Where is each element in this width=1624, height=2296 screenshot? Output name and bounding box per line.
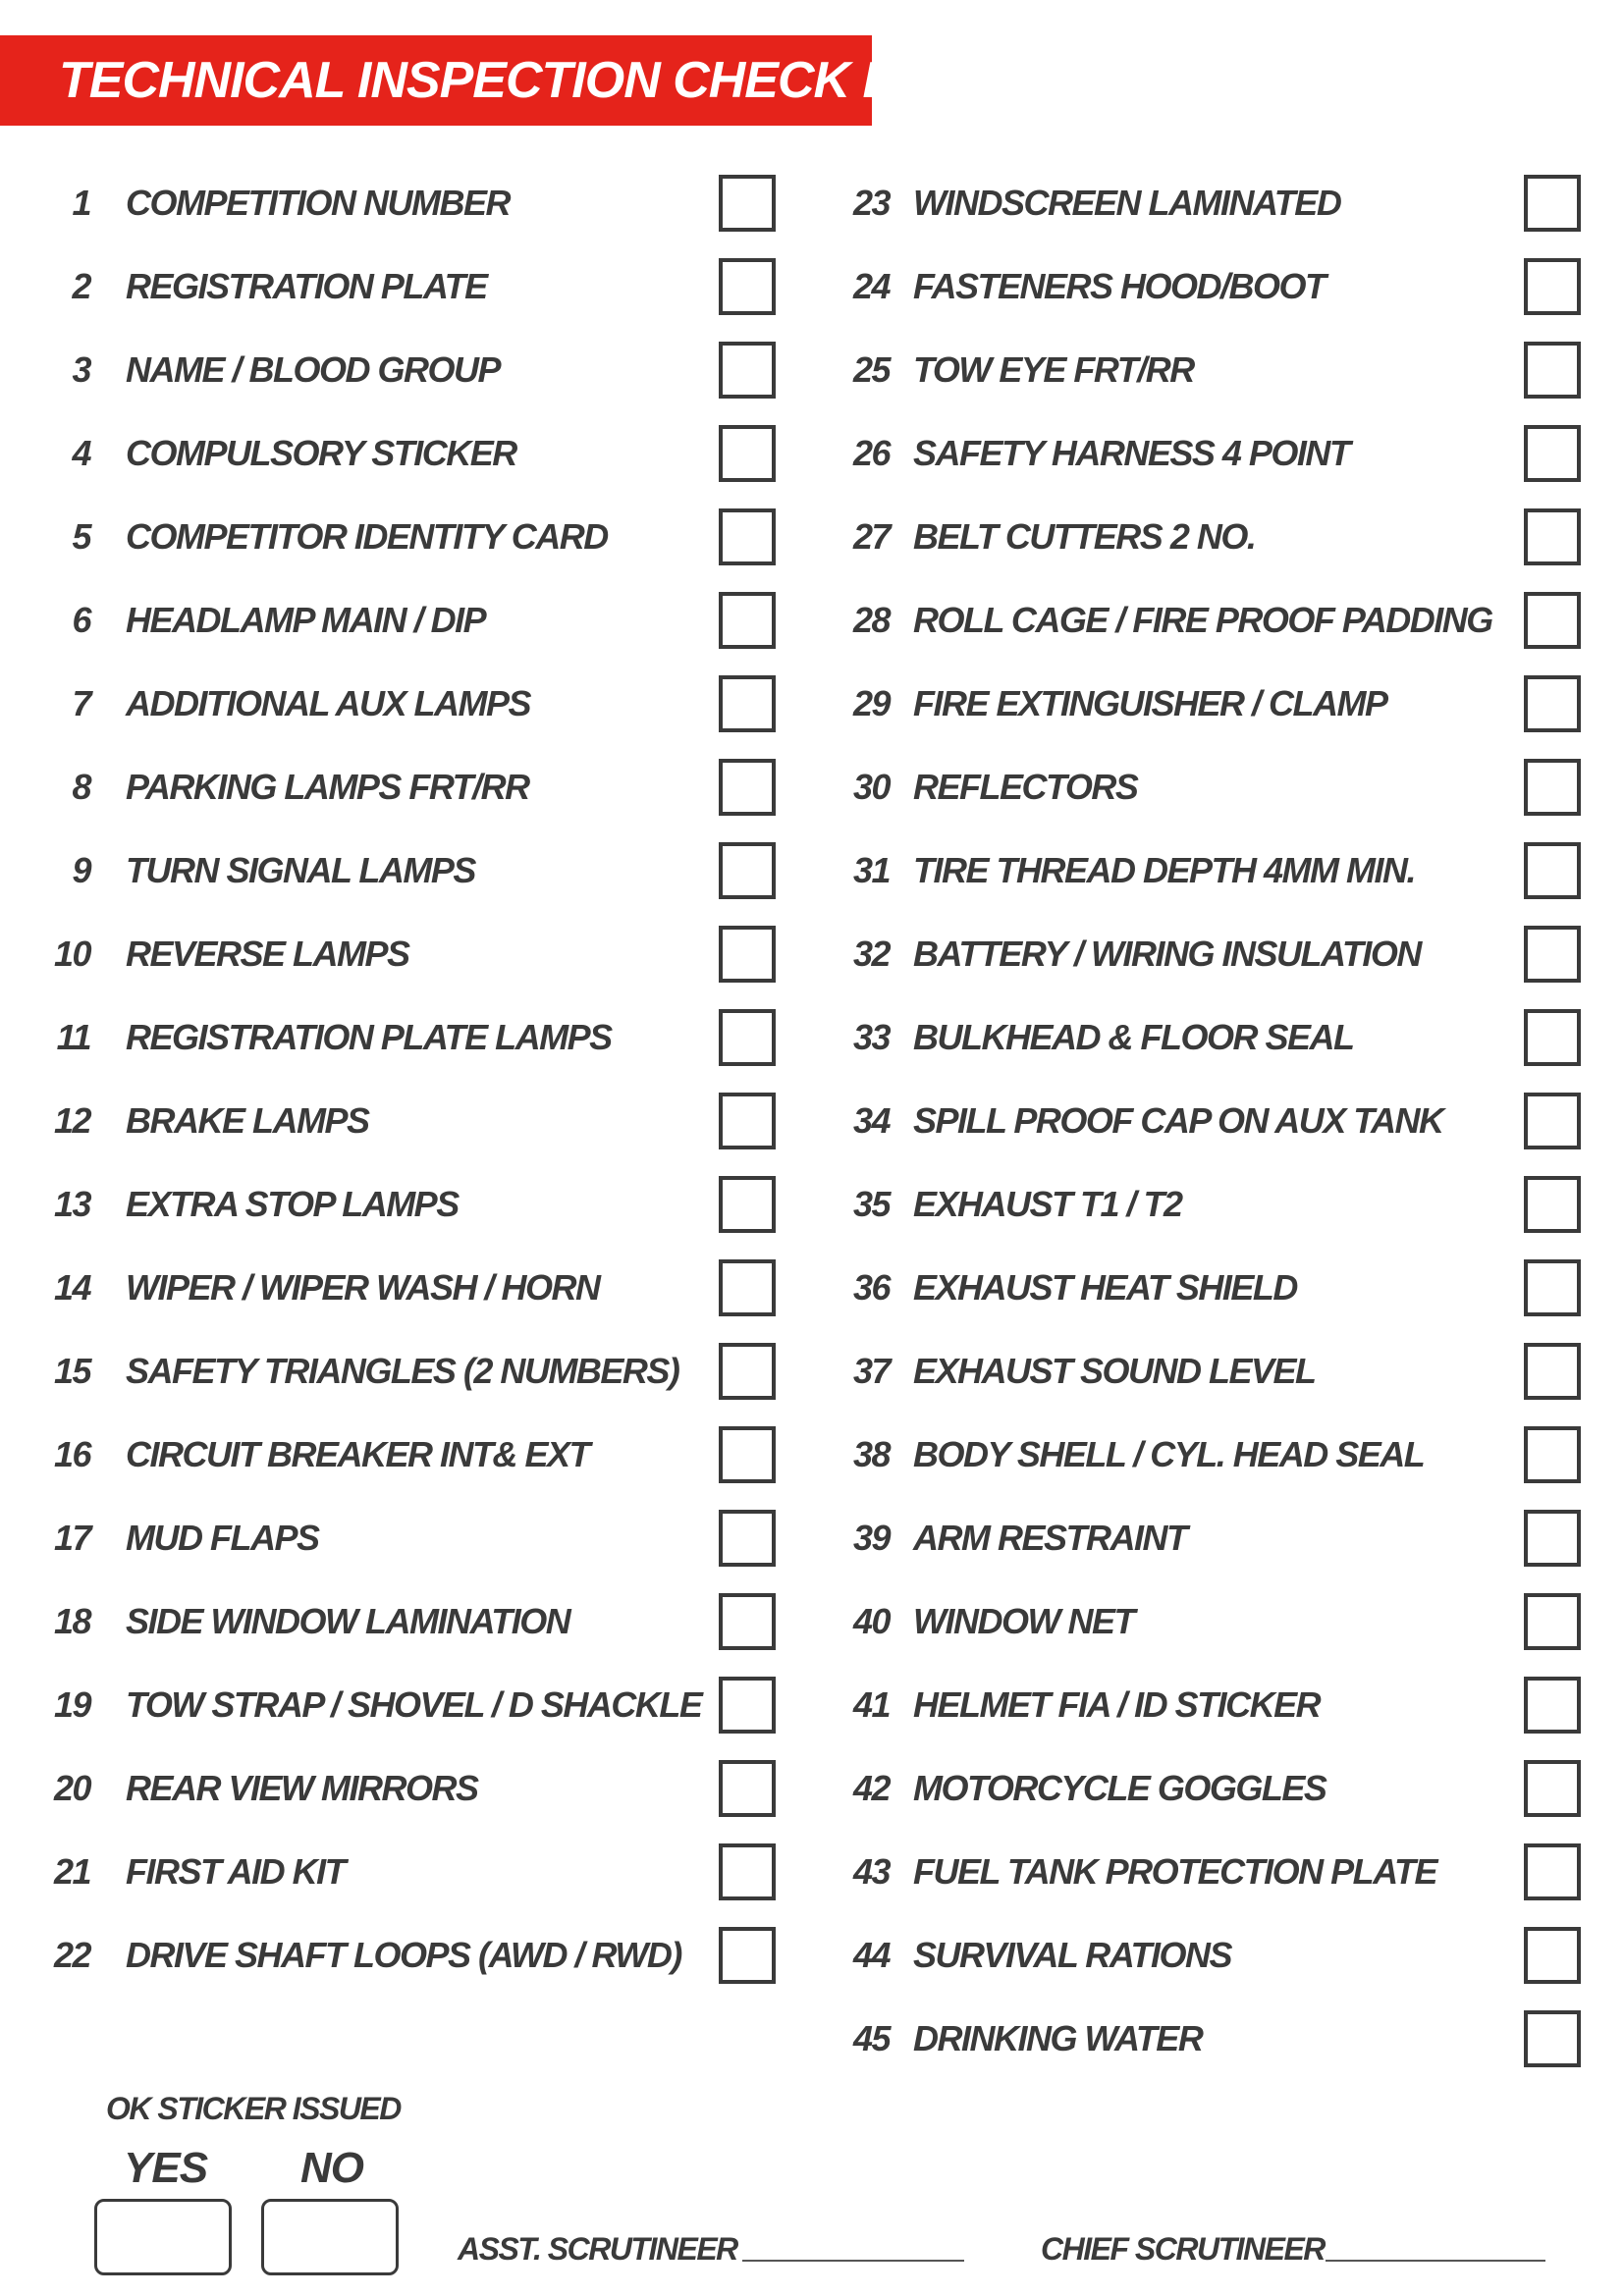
item-checkbox[interactable] bbox=[1524, 675, 1581, 732]
checklist-item-25 bbox=[815, 328, 1600, 411]
checklist-item-10 bbox=[0, 912, 785, 995]
item-label: BODY SHELL / CYL. HEAD SEAL bbox=[913, 1433, 1425, 1474]
checklist-item-5 bbox=[0, 495, 785, 578]
item-label: SAFETY TRIANGLES (2 NUMBERS) bbox=[126, 1350, 679, 1391]
item-checkbox[interactable] bbox=[719, 1760, 776, 1817]
item-checkbox[interactable] bbox=[719, 508, 776, 565]
item-checkbox[interactable] bbox=[719, 1009, 776, 1066]
item-checkbox[interactable] bbox=[719, 1176, 776, 1233]
item-checkbox[interactable] bbox=[719, 1510, 776, 1567]
item-number: 32 bbox=[852, 933, 890, 974]
item-number: 17 bbox=[53, 1517, 90, 1558]
checklist-item-4 bbox=[0, 411, 785, 495]
checklist-item-18 bbox=[0, 1579, 785, 1663]
item-number: 21 bbox=[53, 1850, 90, 1892]
item-label: SPILL PROOF CAP ON AUX TANK bbox=[913, 1099, 1443, 1141]
item-number: 45 bbox=[852, 2017, 890, 2058]
item-checkbox[interactable] bbox=[719, 1677, 776, 1734]
item-label: REGISTRATION PLATE LAMPS bbox=[126, 1016, 612, 1057]
item-checkbox[interactable] bbox=[1524, 1009, 1581, 1066]
item-number: 34 bbox=[852, 1099, 890, 1141]
checklist-item-36 bbox=[815, 1246, 1600, 1329]
checklist-item-21 bbox=[0, 1830, 785, 1913]
item-checkbox[interactable] bbox=[719, 425, 776, 482]
item-label: HEADLAMP MAIN / DIP bbox=[126, 599, 486, 640]
checklist-item-22 bbox=[0, 1913, 785, 1997]
item-label: MOTORCYCLE GOGGLES bbox=[913, 1767, 1326, 1808]
checklist-item-27 bbox=[815, 495, 1600, 578]
checklist-item-15 bbox=[0, 1329, 785, 1413]
item-checkbox[interactable] bbox=[1524, 1927, 1581, 1984]
item-checkbox[interactable] bbox=[1524, 926, 1581, 983]
item-number: 5 bbox=[72, 515, 90, 557]
item-number: 9 bbox=[72, 849, 90, 890]
no-box[interactable] bbox=[261, 2199, 399, 2275]
item-checkbox[interactable] bbox=[1524, 258, 1581, 315]
checklist-item-40 bbox=[815, 1579, 1600, 1663]
item-number: 7 bbox=[72, 682, 90, 723]
checklist-item-17 bbox=[0, 1496, 785, 1579]
item-label: MUD FLAPS bbox=[126, 1517, 319, 1558]
item-label: ADDITIONAL AUX LAMPS bbox=[126, 682, 531, 723]
item-label: EXHAUST SOUND LEVEL bbox=[913, 1350, 1316, 1391]
chief-scrutineer-signature-line[interactable] bbox=[1326, 2260, 1545, 2262]
item-number: 43 bbox=[852, 1850, 890, 1892]
checklist-item-7 bbox=[0, 662, 785, 745]
checklist-item-32 bbox=[815, 912, 1600, 995]
no-label: NO bbox=[300, 2144, 363, 2192]
item-label: EXHAUST HEAT SHIELD bbox=[913, 1266, 1297, 1308]
item-number: 37 bbox=[852, 1350, 890, 1391]
item-label: SIDE WINDOW LAMINATION bbox=[126, 1600, 570, 1641]
item-label: EXHAUST T1 / T2 bbox=[913, 1183, 1182, 1224]
item-number: 11 bbox=[56, 1016, 90, 1057]
item-checkbox[interactable] bbox=[719, 1843, 776, 1900]
item-checkbox[interactable] bbox=[1524, 425, 1581, 482]
item-checkbox[interactable] bbox=[1524, 842, 1581, 899]
item-checkbox[interactable] bbox=[719, 258, 776, 315]
item-checkbox[interactable] bbox=[719, 675, 776, 732]
item-label: PARKING LAMPS FRT/RR bbox=[126, 766, 529, 807]
item-number: 40 bbox=[852, 1600, 890, 1641]
checklist-item-42 bbox=[815, 1746, 1600, 1830]
item-label: TIRE THREAD DEPTH 4MM MIN. bbox=[913, 849, 1416, 890]
item-label: TOW EYE FRT/RR bbox=[913, 348, 1194, 390]
item-number: 15 bbox=[53, 1350, 90, 1391]
checklist-right-column bbox=[815, 161, 1600, 2080]
checklist-item-35 bbox=[815, 1162, 1600, 1246]
item-number: 14 bbox=[53, 1266, 90, 1308]
item-checkbox[interactable] bbox=[719, 1259, 776, 1316]
page-title: TECHNICAL INSPECTION CHECK LIST bbox=[59, 52, 970, 109]
checklist-item-26 bbox=[815, 411, 1600, 495]
item-label: FIRST AID KIT bbox=[126, 1850, 346, 1892]
checklist-item-6 bbox=[0, 578, 785, 662]
checklist-item-37 bbox=[815, 1329, 1600, 1413]
item-checkbox[interactable] bbox=[719, 1927, 776, 1984]
checklist-item-34 bbox=[815, 1079, 1600, 1162]
item-number: 1 bbox=[72, 182, 90, 223]
checklist-item-11 bbox=[0, 995, 785, 1079]
checklist-item-19 bbox=[0, 1663, 785, 1746]
item-checkbox[interactable] bbox=[1524, 1843, 1581, 1900]
item-number: 38 bbox=[852, 1433, 890, 1474]
item-number: 22 bbox=[53, 1934, 90, 1975]
item-number: 26 bbox=[852, 432, 890, 473]
checklist-item-44 bbox=[815, 1913, 1600, 1997]
item-number: 41 bbox=[852, 1683, 890, 1725]
item-label: FASTENERS HOOD/BOOT bbox=[913, 265, 1326, 306]
item-checkbox[interactable] bbox=[1524, 1259, 1581, 1316]
item-number: 13 bbox=[53, 1183, 90, 1224]
item-number: 28 bbox=[852, 599, 890, 640]
item-checkbox[interactable] bbox=[1524, 592, 1581, 649]
item-number: 3 bbox=[72, 348, 90, 390]
item-label: CIRCUIT BREAKER INT& EXT bbox=[126, 1433, 590, 1474]
chief-scrutineer-label: CHIEF SCRUTINEER bbox=[1041, 2231, 1325, 2267]
item-label: TOW STRAP / SHOVEL / D SHACKLE bbox=[126, 1683, 702, 1725]
checklist-item-41 bbox=[815, 1663, 1600, 1746]
checklist-item-16 bbox=[0, 1413, 785, 1496]
checklist-item-31 bbox=[815, 828, 1600, 912]
item-number: 31 bbox=[852, 849, 890, 890]
item-checkbox[interactable] bbox=[1524, 342, 1581, 399]
item-checkbox[interactable] bbox=[1524, 759, 1581, 816]
item-number: 23 bbox=[852, 182, 890, 223]
item-number: 16 bbox=[53, 1433, 90, 1474]
item-label: REFLECTORS bbox=[913, 766, 1138, 807]
item-number: 36 bbox=[852, 1266, 890, 1308]
item-number: 25 bbox=[852, 348, 890, 390]
item-label: EXTRA STOP LAMPS bbox=[126, 1183, 459, 1224]
item-label: TURN SIGNAL LAMPS bbox=[126, 849, 475, 890]
item-checkbox[interactable] bbox=[719, 1593, 776, 1650]
item-label: ROLL CAGE / FIRE PROOF PADDING bbox=[913, 599, 1492, 640]
item-checkbox[interactable] bbox=[1524, 1093, 1581, 1149]
item-label: DRIVE SHAFT LOOPS (AWD / RWD) bbox=[126, 1934, 681, 1975]
item-checkbox[interactable] bbox=[719, 342, 776, 399]
checklist-item-43 bbox=[815, 1830, 1600, 1913]
checklist-item-45 bbox=[815, 1997, 1600, 2080]
item-label: REVERSE LAMPS bbox=[126, 933, 409, 974]
checklist-item-12 bbox=[0, 1079, 785, 1162]
item-number: 27 bbox=[852, 515, 890, 557]
checklist-item-24 bbox=[815, 244, 1600, 328]
item-checkbox[interactable] bbox=[719, 926, 776, 983]
ok-sticker-title: OK STICKER ISSUED bbox=[106, 2091, 401, 2126]
checklist-item-8 bbox=[0, 745, 785, 828]
checklist-item-9 bbox=[0, 828, 785, 912]
item-label: BELT CUTTERS 2 NO. bbox=[913, 515, 1256, 557]
item-label: WINDSCREEN LAMINATED bbox=[913, 182, 1341, 223]
item-number: 35 bbox=[852, 1183, 890, 1224]
item-label: SAFETY HARNESS 4 POINT bbox=[913, 432, 1350, 473]
item-checkbox[interactable] bbox=[1524, 1677, 1581, 1734]
item-label: WINDOW NET bbox=[913, 1600, 1134, 1641]
checklist-item-28 bbox=[815, 578, 1600, 662]
item-number: 10 bbox=[53, 933, 90, 974]
item-number: 29 bbox=[852, 682, 890, 723]
item-number: 2 bbox=[72, 265, 90, 306]
item-checkbox[interactable] bbox=[719, 842, 776, 899]
item-number: 24 bbox=[852, 265, 890, 306]
checklist-item-23 bbox=[815, 161, 1600, 244]
checklist-item-1 bbox=[0, 161, 785, 244]
item-number: 8 bbox=[72, 766, 90, 807]
item-number: 39 bbox=[852, 1517, 890, 1558]
item-label: COMPETITION NUMBER bbox=[126, 182, 510, 223]
item-label: ARM RESTRAINT bbox=[913, 1517, 1187, 1558]
item-checkbox[interactable] bbox=[719, 1426, 776, 1483]
item-number: 12 bbox=[53, 1099, 90, 1141]
item-number: 6 bbox=[72, 599, 90, 640]
item-checkbox[interactable] bbox=[1524, 1426, 1581, 1483]
checklist-left-column bbox=[0, 161, 785, 1997]
item-checkbox[interactable] bbox=[1524, 1593, 1581, 1650]
item-label: DRINKING WATER bbox=[913, 2017, 1203, 2058]
checklist-item-14 bbox=[0, 1246, 785, 1329]
checklist-item-29 bbox=[815, 662, 1600, 745]
checklist-item-20 bbox=[0, 1746, 785, 1830]
item-label: BULKHEAD & FLOOR SEAL bbox=[913, 1016, 1354, 1057]
item-label: FIRE EXTINGUISHER / CLAMP bbox=[913, 682, 1387, 723]
checklist-item-3 bbox=[0, 328, 785, 411]
item-label: FUEL TANK PROTECTION PLATE bbox=[913, 1850, 1436, 1892]
item-checkbox[interactable] bbox=[1524, 175, 1581, 232]
item-number: 4 bbox=[72, 432, 90, 473]
yes-box[interactable] bbox=[94, 2199, 232, 2275]
item-label: NAME / BLOOD GROUP bbox=[126, 348, 501, 390]
item-label: HELMET FIA / ID STICKER bbox=[913, 1683, 1321, 1725]
item-number: 44 bbox=[852, 1934, 890, 1975]
yes-label: YES bbox=[124, 2144, 208, 2192]
checklist-item-33 bbox=[815, 995, 1600, 1079]
item-checkbox[interactable] bbox=[1524, 1176, 1581, 1233]
item-label: BRAKE LAMPS bbox=[126, 1099, 369, 1141]
item-label: REAR VIEW MIRRORS bbox=[126, 1767, 478, 1808]
checklist-item-2 bbox=[0, 244, 785, 328]
item-number: 30 bbox=[852, 766, 890, 807]
item-label: SURVIVAL RATIONS bbox=[913, 1934, 1232, 1975]
item-label: WIPER / WIPER WASH / HORN bbox=[126, 1266, 600, 1308]
item-label: BATTERY / WIRING INSULATION bbox=[913, 933, 1421, 974]
asst-scrutineer-signature-line[interactable] bbox=[742, 2260, 964, 2262]
checklist-item-38 bbox=[815, 1413, 1600, 1496]
item-number: 42 bbox=[852, 1767, 890, 1808]
checklist-item-30 bbox=[815, 745, 1600, 828]
asst-scrutineer-label: ASST. SCRUTINEER bbox=[458, 2231, 737, 2267]
checklist-item-39 bbox=[815, 1496, 1600, 1579]
item-checkbox[interactable] bbox=[1524, 1343, 1581, 1400]
item-number: 18 bbox=[53, 1600, 90, 1641]
item-checkbox[interactable] bbox=[719, 1093, 776, 1149]
item-checkbox[interactable] bbox=[1524, 508, 1581, 565]
item-checkbox[interactable] bbox=[719, 1343, 776, 1400]
item-label: REGISTRATION PLATE bbox=[126, 265, 487, 306]
item-checkbox[interactable] bbox=[1524, 1760, 1581, 1817]
item-number: 20 bbox=[53, 1767, 90, 1808]
item-checkbox[interactable] bbox=[719, 175, 776, 232]
item-number: 19 bbox=[53, 1683, 90, 1725]
item-checkbox[interactable] bbox=[1524, 1510, 1581, 1567]
item-checkbox[interactable] bbox=[719, 592, 776, 649]
item-checkbox[interactable] bbox=[719, 759, 776, 816]
item-number: 33 bbox=[852, 1016, 890, 1057]
item-label: COMPETITOR IDENTITY CARD bbox=[126, 515, 608, 557]
item-checkbox[interactable] bbox=[1524, 2010, 1581, 2067]
item-label: COMPULSORY STICKER bbox=[126, 432, 516, 473]
header-banner bbox=[0, 35, 970, 126]
checklist-item-13 bbox=[0, 1162, 785, 1246]
